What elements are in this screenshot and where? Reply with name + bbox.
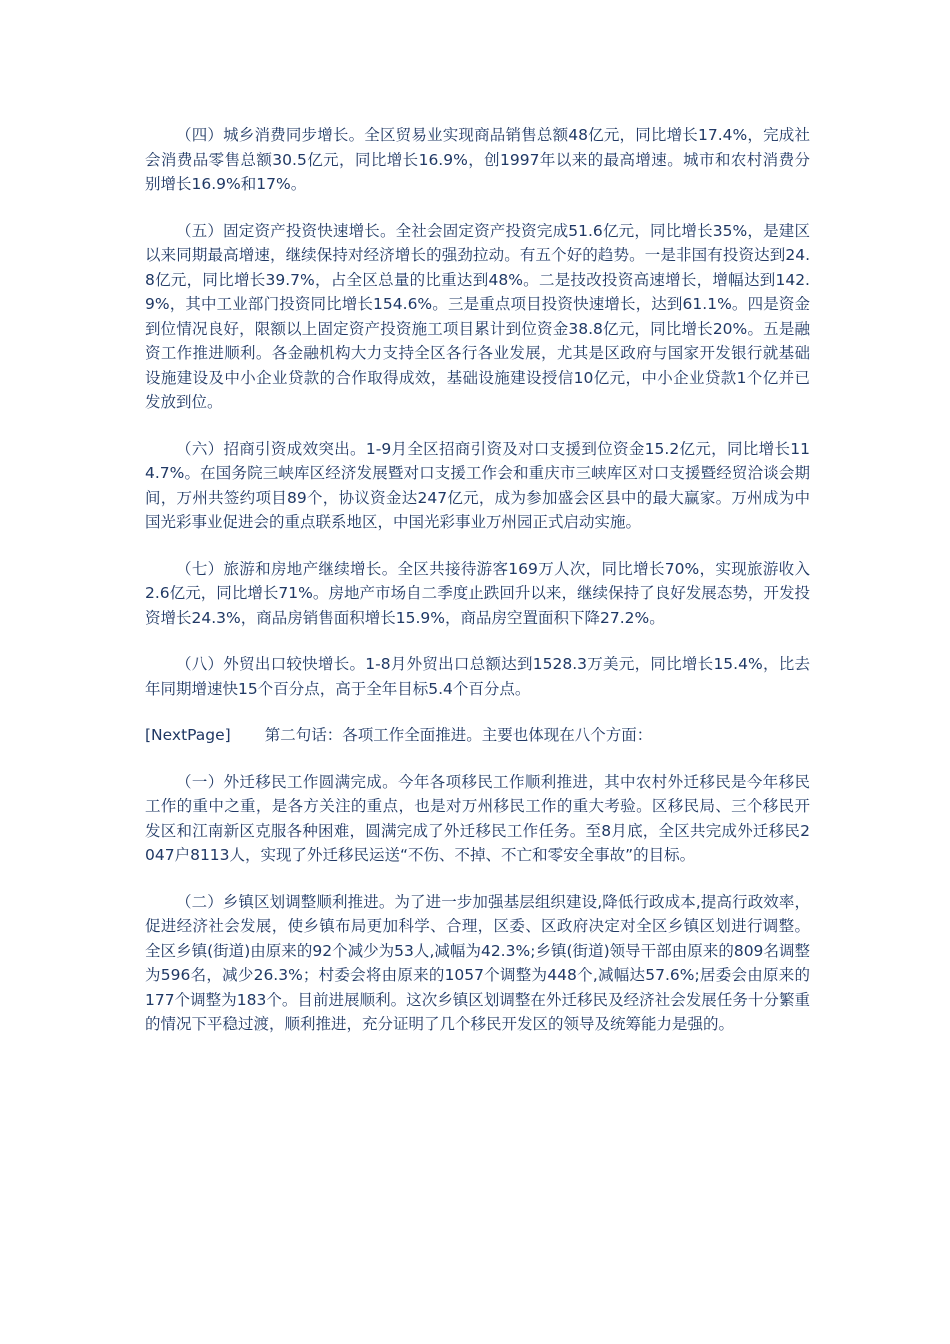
second-point-heading: 第二句话：各项工作全面推进。主要也体现在八个方面： — [264, 726, 653, 744]
nextpage-tag: [NextPage] — [145, 726, 231, 744]
paragraph-tourism-real-estate: （七）旅游和房地产继续增长。全区共接待游客169万人次，同比增长70%，实现旅游收入2.6亿元，同比增长71%。房地产市场自二季度止跌回升以来，继续保持了良好发展态势，开发投资增长24.3%，商品房销售面积增长15.9%，商品房空置面积下降27.2%。 — [145, 559, 810, 627]
paragraph-migration: （一）外迁移民工作圆满完成。今年各项移民工作顺利推进，其中农村外迁移民是今年移民工作的重中之重，是各方关注的重点，也是对万州移民工作的重大考验。区移民局、三个移民开发区和江南新区克服各种困难，圆满完成了外迁移民工作任务。至8月底，全区共完成外迁移民2047户8113人，实现了外迁移民运送“不伤、不掉、不亡和零安全事故”的目标。 — [145, 772, 810, 864]
paragraph-consumption: （四）城乡消费同步增长。全区贸易业实现商品销售总额48亿元，同比增长17.4%，完成社会消费品零售总额30.5亿元，同比增长16.9%，创1997年以来的最高增速。城市和农村消费分别增长16.9%和17%。 — [145, 126, 810, 193]
paragraph-township-adjustment: （二）乡镇区划调整顺利推进。为了进一步加强基层组织建设,降低行政成本,提高行政效率，促进经济社会发展，使乡镇布局更加科学、合理，区委、区政府决定对全区乡镇区划进行调整。全区乡镇(街道)由原来的92个减少为53人,减幅为42.3%;乡镇(街道)领导干部由原来的809名调整为596名，减少26.3%；村委会将由原来的1057个调整为448个,减幅达57.6%;居委会由原来的177个调整为183个。目前进展顺利。这次乡镇区划调整在外迁移民及经济社会发展任务十分繁重的情况下平稳过渡，顺利推进，充分证明了几个移民开发区的领导及统筹能力是强的。 — [145, 892, 810, 1033]
paragraph-foreign-trade: （八）外贸出口较快增长。1-8月外贸出口总额达到1528.3万美元，同比增长15.4%，比去年同期增速快15个百分点，高于全年目标5.4个百分点。 — [145, 655, 810, 698]
paragraph-investment-attraction: （六）招商引资成效突出。1-9月全区招商引资及对口支援到位资金15.2亿元，同比增长114.7%。在国务院三峡库区经济发展暨对口支援工作会和重庆市三峡库区对口支援暨经贸洽谈会期间，万州共签约项目89个，协议资金达247亿元，成为参加盛会区县中的最大赢家。万州成为中国光彩事业促进会的重点联系地区，中国光彩事业万州园正式启动实施。 — [145, 439, 810, 531]
document-page — [145, 123, 810, 1059]
nextpage-line — [145, 723, 810, 748]
paragraph-fixed-asset-investment: （五）固定资产投资快速增长。全社会固定资产投资完成51.6亿元，同比增长35%，是建区以来同期最高增速，继续保持对经济增长的强劲拉动。有五个好的趋势。一是非国有投资达到24.8亿元，同比增长39.7%，占全区总量的比重达到48%。二是技改投资高速增长，增幅达到142.9%，其中工业部门投资同比增长154.6%。三是重点项目投资快速增长，达到61.1%。四是资金到位情况良好，限额以上固定资产投资施工项目累计到位资金38.8亿元，同比增长20%。五是融资工作推进顺利。各金融机构大力支持全区各行各业发展，尤其是区政府与国家开发银行就基础设施建设及中小企业贷款的合作取得成效，基础设施建设授信10亿元，中小企业贷款1个亿并已发放到位。 — [145, 221, 810, 411]
